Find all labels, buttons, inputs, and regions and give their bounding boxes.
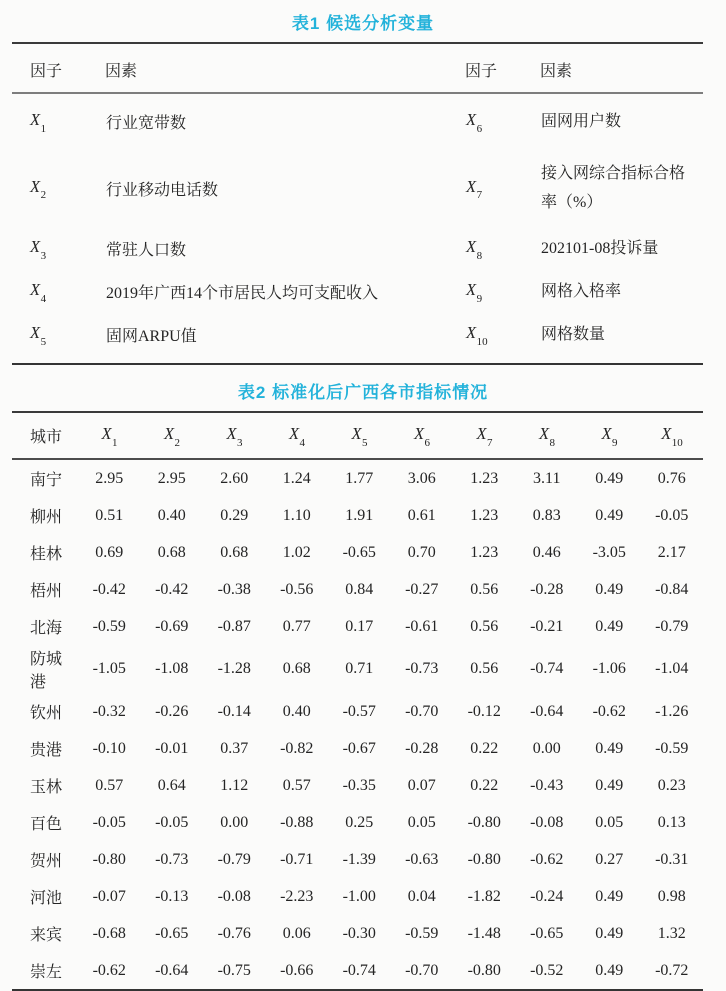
table2-city-cell: 来宾 bbox=[30, 927, 63, 944]
table2-value-cell: -0.05 bbox=[92, 813, 126, 831]
variable-subscript: 4 bbox=[299, 436, 306, 449]
table2-row bbox=[12, 693, 703, 730]
table2-value-cell: -0.30 bbox=[342, 924, 376, 942]
table2-value-cell: -0.28 bbox=[530, 580, 564, 598]
table2-value-cell: -0.05 bbox=[155, 813, 189, 831]
table1-row bbox=[12, 270, 703, 313]
table2-row bbox=[12, 952, 703, 990]
table2-row bbox=[12, 608, 703, 645]
table2-header-city: 城市 bbox=[30, 429, 63, 446]
table2-value-cell: 0.68 bbox=[282, 660, 311, 677]
table2-city-cell: 钦州 bbox=[30, 705, 63, 722]
factor-symbol bbox=[30, 176, 47, 202]
variable-letter: X bbox=[476, 424, 487, 444]
factor-symbol bbox=[466, 110, 483, 135]
table2-value-cell: 0.71 bbox=[345, 660, 374, 677]
table2-value-cell: -0.59 bbox=[92, 617, 126, 635]
table2-value-cell: -0.69 bbox=[155, 617, 189, 635]
variable-symbol bbox=[226, 424, 243, 449]
table2-value-cell: 0.57 bbox=[282, 776, 311, 794]
variable-symbol bbox=[476, 424, 493, 449]
variable-letter: X bbox=[30, 176, 41, 196]
table2-value-cell: -0.08 bbox=[530, 813, 564, 831]
table2-header-variable bbox=[578, 412, 641, 459]
table1-factor-cell bbox=[12, 270, 105, 313]
variable-letter: X bbox=[466, 110, 477, 130]
table2-value-cell: 1.12 bbox=[220, 776, 249, 794]
table2-value-cell: -0.88 bbox=[280, 813, 314, 831]
table2-value-cell: -0.63 bbox=[405, 850, 439, 868]
table2-value-cell: -0.72 bbox=[655, 961, 689, 979]
table2-row bbox=[12, 497, 703, 534]
variable-letter: X bbox=[413, 424, 425, 444]
table2-value-cell: 0.49 bbox=[595, 739, 624, 757]
table1-desc-cell bbox=[540, 149, 703, 227]
table2-header-row bbox=[12, 412, 703, 459]
table2-row bbox=[12, 878, 703, 915]
variable-subscript: 3 bbox=[40, 249, 47, 262]
table2-value-cell: -1.04 bbox=[655, 660, 689, 677]
variable-subscript: 9 bbox=[612, 436, 618, 449]
table1-factor-cell bbox=[465, 313, 540, 364]
table2-value-cell: 0.83 bbox=[532, 506, 561, 524]
table1-desc-cell bbox=[540, 93, 703, 149]
table1-row bbox=[12, 149, 703, 227]
table2-value-cell: 1.23 bbox=[470, 543, 499, 561]
table2-value-cell: 0.49 bbox=[595, 580, 624, 598]
table2-value-cell: -0.26 bbox=[155, 702, 189, 720]
table2-row bbox=[12, 459, 703, 497]
variable-subscript: 5 bbox=[40, 335, 47, 348]
table2-value-cell: -1.00 bbox=[342, 887, 376, 905]
variable-letter: X bbox=[30, 237, 41, 257]
table2-value-cell: 0.56 bbox=[470, 617, 499, 635]
table2-value-cell: -0.42 bbox=[92, 580, 126, 598]
table2-value-cell: 0.68 bbox=[157, 543, 186, 561]
table2-value-cell: -0.21 bbox=[530, 617, 564, 635]
variable-subscript: 6 bbox=[476, 122, 483, 135]
table2-value-cell: -0.84 bbox=[655, 580, 689, 598]
table2-row bbox=[12, 804, 703, 841]
table2-value-cell: 1.23 bbox=[470, 506, 499, 524]
table2-value-cell: 0.49 bbox=[595, 961, 624, 979]
table2-header-variable bbox=[328, 412, 391, 459]
table2-value-cell: 1.32 bbox=[657, 924, 686, 942]
table2-value-cell: -0.10 bbox=[92, 739, 126, 757]
table2-value-cell: -0.79 bbox=[655, 617, 689, 635]
table1-desc-text: 固网用户数 bbox=[541, 113, 622, 130]
table1-row bbox=[12, 227, 703, 270]
table2-value-cell: 0.46 bbox=[532, 543, 561, 561]
table2-value-cell: 1.77 bbox=[345, 469, 374, 487]
table2-value-cell: 0.17 bbox=[345, 617, 374, 635]
table2-row bbox=[12, 915, 703, 952]
table2-value-cell: 0.00 bbox=[220, 813, 249, 831]
variable-subscript: 10 bbox=[476, 335, 488, 348]
factor-symbol bbox=[466, 323, 488, 348]
variable-symbol bbox=[601, 424, 618, 449]
table2-row bbox=[12, 730, 703, 767]
table1-header-row bbox=[12, 43, 703, 93]
table2-value-cell: 2.95 bbox=[95, 469, 124, 487]
table2-value-cell: -1.82 bbox=[467, 887, 501, 905]
table2-value-cell: 0.00 bbox=[532, 739, 561, 757]
table2-value-cell: -0.13 bbox=[155, 887, 189, 905]
variable-subscript: 5 bbox=[362, 436, 368, 449]
table2-value-cell: -0.24 bbox=[530, 887, 564, 905]
table1-desc-text: 网格数量 bbox=[541, 326, 606, 343]
variable-subscript: 2 bbox=[174, 436, 181, 449]
table2-value-cell: -0.80 bbox=[92, 850, 126, 868]
table1-desc-text: 接入网综合指标合格率（%） bbox=[541, 165, 686, 211]
table2-value-cell: -0.14 bbox=[217, 702, 251, 720]
table2-value-cell: -0.57 bbox=[342, 702, 376, 720]
table2-value-cell: 0.76 bbox=[657, 469, 686, 487]
variable-symbol bbox=[288, 424, 306, 449]
table2-value-cell: 0.05 bbox=[407, 813, 436, 831]
variable-subscript: 4 bbox=[40, 292, 47, 305]
variable-letter: X bbox=[538, 424, 550, 444]
table2-value-cell: -0.62 bbox=[92, 961, 126, 979]
table2-value-cell: 0.49 bbox=[595, 506, 624, 524]
factor-symbol bbox=[30, 280, 47, 305]
variable-subscript: 8 bbox=[549, 436, 556, 449]
table2-value-cell: -0.59 bbox=[655, 739, 689, 757]
table2-city-cell: 桂林 bbox=[30, 546, 63, 563]
table1-factor-cell bbox=[465, 270, 540, 313]
table1-desc-cell: 2019年广西14个市居民人均可支配收入 bbox=[106, 285, 379, 302]
table2-value-cell: 0.05 bbox=[595, 813, 624, 831]
table2-value-cell: -1.05 bbox=[92, 660, 126, 677]
table2-city-cell: 贺州 bbox=[30, 853, 63, 870]
table2-value-cell: -0.70 bbox=[405, 961, 439, 979]
table1-header-desc-left: 因素 bbox=[105, 63, 138, 80]
table1-factor-cell bbox=[12, 313, 105, 364]
table2-value-cell: -0.12 bbox=[467, 702, 501, 720]
table2-value-cell: -0.67 bbox=[342, 739, 376, 757]
table2-value-cell: -0.65 bbox=[155, 924, 189, 942]
table2-value-cell: 0.07 bbox=[407, 776, 436, 794]
table2-value-cell: 0.51 bbox=[95, 506, 124, 524]
table2-value-cell: 2.17 bbox=[657, 543, 686, 561]
table1-header-factor-right: 因子 bbox=[465, 63, 498, 80]
table2-value-cell: 1.02 bbox=[282, 543, 311, 561]
variable-letter: X bbox=[101, 424, 112, 444]
table2-value-cell: 0.64 bbox=[157, 776, 186, 794]
table2-value-cell: -0.80 bbox=[467, 813, 501, 831]
table1-factor-cell bbox=[465, 149, 540, 227]
table2-value-cell: -1.48 bbox=[467, 924, 501, 942]
table1-row bbox=[12, 93, 703, 149]
table1-title: 表1 候选分析变量 bbox=[291, 14, 435, 33]
factor-symbol bbox=[466, 280, 483, 305]
table2-value-cell: -0.64 bbox=[155, 961, 189, 979]
table2-city-cell: 河池 bbox=[30, 890, 63, 907]
table2-value-cell: -0.68 bbox=[92, 924, 126, 942]
table2-header-variable bbox=[203, 412, 266, 459]
table1-header-factor-left: 因子 bbox=[30, 63, 63, 80]
table2-value-cell: 0.70 bbox=[407, 543, 436, 561]
table2-city-cell: 南宁 bbox=[30, 472, 63, 489]
table2-value-cell: 0.22 bbox=[470, 739, 499, 757]
table1-desc-cell bbox=[540, 270, 703, 313]
table2-row bbox=[12, 571, 703, 608]
table2-value-cell: 3.11 bbox=[533, 469, 561, 487]
table2-city-cell: 百色 bbox=[30, 816, 63, 833]
table2-value-cell: 0.25 bbox=[345, 813, 374, 831]
table2-value-cell: 0.22 bbox=[470, 776, 499, 794]
table1-desc-cell bbox=[540, 313, 703, 364]
table1-header-desc-right: 因素 bbox=[540, 63, 573, 80]
table2-city-cell: 防城港 bbox=[30, 651, 63, 691]
variable-letter: X bbox=[226, 424, 237, 444]
variable-symbol bbox=[538, 424, 556, 449]
table2-value-cell: -0.80 bbox=[467, 850, 501, 868]
table2-value-cell: -1.26 bbox=[655, 702, 689, 720]
table2-value-cell: 0.13 bbox=[657, 813, 686, 831]
variable-letter: X bbox=[163, 424, 175, 444]
table2-header-variable bbox=[141, 412, 204, 459]
table1-factor-cell bbox=[12, 149, 105, 227]
table2-value-cell: -0.74 bbox=[530, 660, 564, 677]
factor-symbol bbox=[30, 237, 47, 262]
table2-value-cell: -1.08 bbox=[155, 660, 189, 677]
table2-value-cell: -0.07 bbox=[92, 887, 126, 905]
table2-city-cell: 北海 bbox=[30, 620, 63, 637]
factor-symbol bbox=[466, 237, 483, 262]
variable-letter: X bbox=[601, 424, 612, 444]
table2-value-cell: -0.70 bbox=[405, 702, 439, 720]
table2-value-cell: 0.37 bbox=[220, 739, 249, 757]
table2-value-cell: -2.23 bbox=[280, 887, 314, 905]
table2-row bbox=[12, 534, 703, 571]
table1-factor-cell bbox=[12, 93, 105, 149]
table2-value-cell: 0.06 bbox=[282, 924, 311, 942]
table2-value-cell: 0.04 bbox=[407, 887, 436, 905]
variable-subscript: 3 bbox=[237, 436, 243, 449]
variable-subscript: 9 bbox=[476, 292, 483, 305]
table2-value-cell: 0.23 bbox=[657, 776, 686, 794]
table2-title: 表2 标准化后广西各市指标情况 bbox=[237, 383, 489, 402]
variable-subscript: 1 bbox=[112, 436, 118, 449]
table2-standardized-indicators bbox=[12, 411, 703, 991]
variable-symbol bbox=[101, 424, 118, 449]
table2-value-cell: -0.65 bbox=[530, 924, 564, 942]
table2-value-cell: -0.75 bbox=[217, 961, 251, 979]
table2-header-variable bbox=[516, 412, 579, 459]
variable-symbol bbox=[163, 424, 181, 449]
table2-value-cell: 0.68 bbox=[220, 543, 249, 561]
table2-value-cell: -0.52 bbox=[530, 961, 564, 979]
table2-value-cell: -0.56 bbox=[280, 580, 314, 598]
variable-letter: X bbox=[661, 424, 672, 444]
table2-value-cell: -0.27 bbox=[405, 580, 439, 598]
table2-value-cell: -0.43 bbox=[530, 776, 564, 794]
table2-city-cell: 柳州 bbox=[30, 509, 63, 526]
table2-value-cell: -0.61 bbox=[405, 617, 439, 635]
table2-value-cell: -0.73 bbox=[155, 850, 189, 868]
variable-letter: X bbox=[466, 176, 477, 196]
table2-header-variable bbox=[641, 412, 704, 459]
variable-letter: X bbox=[30, 110, 41, 130]
table2-value-cell: 0.49 bbox=[595, 887, 624, 905]
variable-subscript: 10 bbox=[671, 436, 683, 449]
table1-factor-cell bbox=[465, 93, 540, 149]
factor-symbol bbox=[30, 323, 47, 348]
table1-desc-text: 202101-08投诉量 bbox=[541, 240, 659, 257]
variable-symbol bbox=[661, 424, 683, 449]
variable-letter: X bbox=[30, 323, 41, 343]
table2-row bbox=[12, 645, 703, 693]
table2-value-cell: -0.38 bbox=[217, 580, 251, 598]
table1-row bbox=[12, 313, 703, 364]
table2-value-cell: 1.24 bbox=[282, 469, 311, 487]
table1-desc-cell: 固网ARPU值 bbox=[106, 328, 197, 345]
table2-value-cell: -0.31 bbox=[655, 850, 689, 868]
table2-value-cell: -0.28 bbox=[405, 739, 439, 757]
variable-symbol bbox=[413, 424, 431, 449]
table2-value-cell: 0.49 bbox=[595, 617, 624, 635]
table2-value-cell: -0.62 bbox=[530, 850, 564, 868]
table2-value-cell: -0.35 bbox=[342, 776, 376, 794]
table2-city-cell: 玉林 bbox=[30, 779, 63, 796]
variable-subscript: 7 bbox=[487, 436, 493, 449]
variable-letter: X bbox=[351, 424, 362, 444]
table2-value-cell: 2.60 bbox=[220, 469, 249, 487]
table2-value-cell: 0.69 bbox=[95, 543, 124, 561]
table1-desc-cell: 行业宽带数 bbox=[106, 115, 187, 132]
variable-letter: X bbox=[288, 424, 300, 444]
table2-value-cell: -1.28 bbox=[217, 660, 251, 677]
table2-value-cell: 2.95 bbox=[157, 469, 186, 487]
table2-value-cell: -0.65 bbox=[342, 543, 376, 561]
table1-desc-text: 网格入格率 bbox=[541, 283, 622, 300]
variable-subscript: 1 bbox=[40, 122, 47, 135]
factor-symbol bbox=[466, 176, 483, 202]
table2-value-cell: -0.08 bbox=[217, 887, 251, 905]
table2-city-cell: 梧州 bbox=[30, 583, 63, 600]
table2-value-cell: -1.39 bbox=[342, 850, 376, 868]
table2-header-variable bbox=[266, 412, 329, 459]
table1-factor-cell bbox=[465, 227, 540, 270]
table1-candidate-variables bbox=[12, 42, 703, 365]
table2-value-cell: -0.62 bbox=[592, 702, 626, 720]
table2-city-cell: 崇左 bbox=[30, 964, 63, 981]
table2-value-cell: -0.74 bbox=[342, 961, 376, 979]
table2-value-cell: 1.10 bbox=[282, 506, 311, 524]
table2-value-cell: -0.79 bbox=[217, 850, 251, 868]
table2-value-cell: -0.66 bbox=[280, 961, 314, 979]
table2-value-cell: -0.64 bbox=[530, 702, 564, 720]
table2-value-cell: 0.84 bbox=[345, 580, 374, 598]
table2-city-cell: 贵港 bbox=[30, 742, 63, 759]
variable-letter: X bbox=[466, 323, 477, 343]
variable-letter: X bbox=[466, 237, 477, 257]
table2-value-cell: -0.80 bbox=[467, 961, 501, 979]
table2-value-cell: -0.71 bbox=[280, 850, 314, 868]
table2-value-cell: -0.73 bbox=[405, 660, 439, 677]
table2-value-cell: -1.06 bbox=[592, 660, 626, 677]
variable-subscript: 7 bbox=[476, 189, 483, 202]
table2-value-cell: 0.77 bbox=[282, 617, 311, 635]
table2-value-cell: 0.57 bbox=[95, 776, 124, 794]
table1-desc-cell bbox=[540, 227, 703, 270]
table2-value-cell: -0.32 bbox=[92, 702, 126, 720]
table2-row bbox=[12, 767, 703, 804]
variable-subscript: 8 bbox=[476, 249, 483, 262]
table2-value-cell: 0.40 bbox=[157, 506, 186, 524]
table1-factor-cell bbox=[12, 227, 105, 270]
table2-value-cell: 0.40 bbox=[282, 702, 311, 720]
table2-value-cell: 0.56 bbox=[470, 580, 499, 598]
variable-symbol bbox=[351, 424, 368, 449]
table2-value-cell: -0.42 bbox=[155, 580, 189, 598]
table2-value-cell: -0.87 bbox=[217, 617, 251, 635]
table1-desc-cell: 行业移动电话数 bbox=[106, 181, 219, 199]
table2-value-cell: 0.27 bbox=[595, 850, 624, 868]
table2-header-variable bbox=[391, 412, 454, 459]
table2-row bbox=[12, 841, 703, 878]
table2-value-cell: 0.98 bbox=[657, 887, 686, 905]
variable-subscript: 2 bbox=[40, 189, 47, 202]
variable-letter: X bbox=[30, 280, 41, 300]
table2-value-cell: 0.61 bbox=[407, 506, 436, 524]
table2-value-cell: 0.56 bbox=[470, 660, 499, 677]
table2-value-cell: -3.05 bbox=[592, 543, 626, 561]
table2-header-variable bbox=[453, 412, 516, 459]
table2-value-cell: 0.29 bbox=[220, 506, 249, 524]
table2-value-cell: -0.05 bbox=[655, 506, 689, 524]
table2-value-cell: 0.49 bbox=[595, 776, 624, 794]
table2-value-cell: -0.76 bbox=[217, 924, 251, 942]
table2-value-cell: 1.91 bbox=[345, 506, 374, 524]
table2-value-cell: -0.59 bbox=[405, 924, 439, 942]
table2-value-cell: 0.49 bbox=[595, 469, 624, 487]
variable-letter: X bbox=[466, 280, 477, 300]
table2-value-cell: 3.06 bbox=[407, 469, 436, 487]
factor-symbol bbox=[30, 110, 47, 135]
table2-value-cell: -0.01 bbox=[155, 739, 189, 757]
table2-value-cell: -0.82 bbox=[280, 739, 314, 757]
table2-header-variable bbox=[78, 412, 141, 459]
table2-value-cell: 0.49 bbox=[595, 924, 624, 942]
table1-desc-cell: 常驻人口数 bbox=[106, 242, 187, 259]
table2-value-cell: 1.23 bbox=[470, 469, 499, 487]
variable-subscript: 6 bbox=[424, 436, 431, 449]
